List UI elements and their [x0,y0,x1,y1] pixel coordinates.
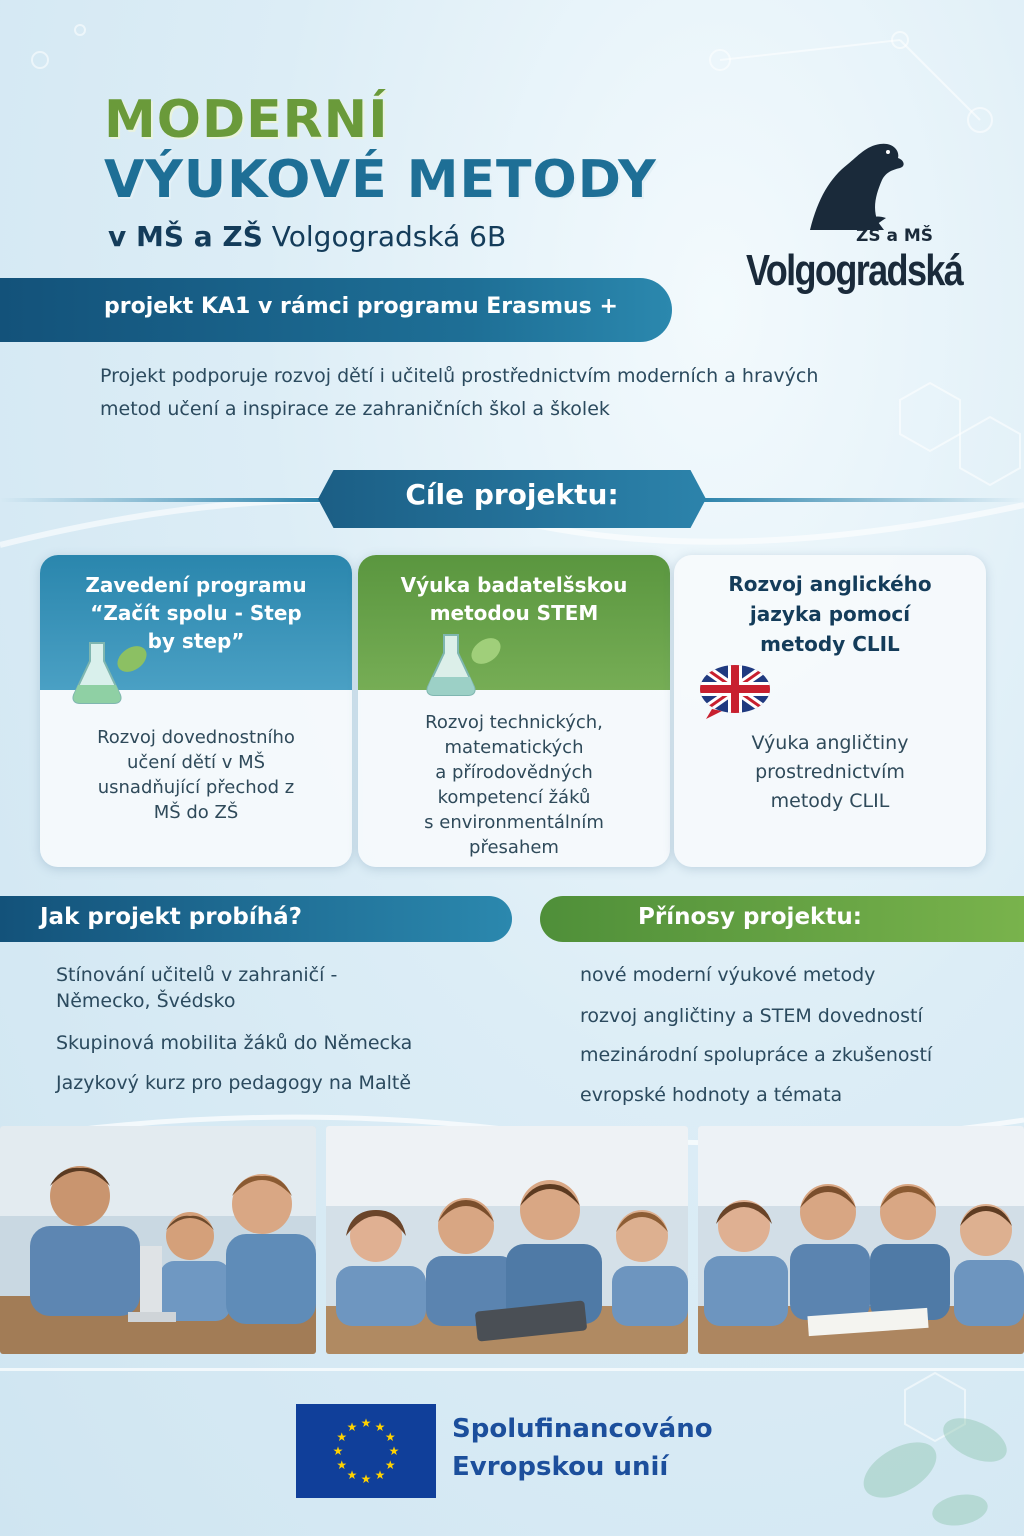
intro-text: Projekt podporuje rozvoj dětí i učitelů prostřednictvím moderních a hravých metod učení a inspirace ze zahraničních škol a školek [100,365,819,420]
uk-flag-icon [698,663,772,719]
goal-card-clil [674,555,986,867]
seal-icon [800,138,920,234]
eu-star: ★ [374,1468,386,1483]
card-body-line: učení dětí v MŠ [126,752,266,773]
card-body [372,710,656,860]
card-title-line: jazyka pomocí [749,602,911,626]
eu-star: ★ [346,1419,358,1434]
benefit-item: nové moderní výukové metody [580,964,876,986]
eu-star: ★ [388,1444,400,1458]
card-title-line: by step” [147,629,245,653]
card-title-line: Rozvoj anglického [728,572,932,596]
flask-leaf-icon [418,631,508,697]
eu-star: ★ [336,1430,348,1444]
benefit-item: evropské hodnoty a témata [580,1084,843,1106]
benefit-item: mezinárodní spolupráce a zkušeností [580,1044,933,1066]
eu-star: ★ [336,1458,348,1472]
card-body-line: a přírodovědných [435,762,593,783]
footer-divider [0,1368,1024,1371]
process-item-line: Skupinová mobilita žáků do Německa [56,1032,413,1054]
process-item-line: Stínování učitelů v zahraničí - [56,964,338,986]
card-body-line: Výuka angličtiny [751,732,909,754]
process-item [56,1070,496,1096]
logo-subtitle: ZŠ a MŠ [856,226,934,246]
benefit-item: rozvoj angličtiny a STEM dovedností [580,1005,923,1027]
card-title [684,569,976,659]
subtitle-bold: v MŠ a ZŠ [108,220,263,253]
card-title-line: metodou STEM [429,601,599,625]
flask-leaf-icon [64,639,154,705]
card-body-line: přesahem [469,837,559,858]
card-body-line: metody CLIL [770,790,890,812]
card-body-line: prostrednictvím [755,761,905,783]
eu-star: ★ [360,1472,372,1486]
eu-star: ★ [360,1416,372,1430]
subtitle [108,220,506,253]
goals-divider-left [0,498,322,502]
process-item [56,1030,496,1056]
card-body-line: MŠ do ZŠ [153,802,239,823]
card-title-line: “Začít spolu - Step [90,601,302,625]
eu-flag-icon [296,1404,436,1498]
photo-students-tablet [326,1126,688,1354]
process-item-line: Jazykový kurz pro pedagogy na Maltě [56,1072,412,1094]
card-body-line: s environmentálním [424,812,604,833]
logo-name: Volgogradská [746,246,963,295]
subtitle-rest: Volgogradská 6B [262,220,507,253]
card-body-line: kompetencí žáků [437,787,591,808]
eu-star: ★ [332,1444,344,1458]
benefits-heading: Přínosy projektu: [638,904,862,930]
card-body [54,725,338,825]
photo-students-reading [698,1126,1024,1354]
eu-star: ★ [384,1430,396,1444]
goal-card-stem [358,555,670,867]
erasmus-banner-text: projekt KA1 v rámci programu Erasmus + [104,294,618,319]
card-title-line: Zavedení programu [85,573,307,597]
eu-star: ★ [384,1458,396,1472]
card-body-line: Rozvoj dovednostního [97,727,295,748]
card-body-line: usnadňující přechod z [97,777,295,798]
process-item [56,962,496,1014]
card-title-line: metody CLIL [760,632,900,656]
card-body [688,729,972,816]
eu-text-line-2: Evropskou unií [452,1452,669,1482]
process-heading: Jak projekt probíhá? [40,904,302,930]
title-line-1: MODERNÍ [104,90,389,150]
card-title [368,571,660,627]
eu-text-line-1: Spolufinancováno [452,1414,713,1444]
process-item-line: Německo, Švédsko [56,990,236,1012]
goals-heading: Cíle projektu: [405,478,619,511]
eu-star: ★ [346,1468,358,1483]
eu-cofunding-text [452,1410,713,1486]
card-body-line: matematických [444,737,584,758]
goal-card-step-by-step [40,555,352,867]
card-title-line: Výuka badatelšskou [400,573,628,597]
title-line-2: VÝUKOVÉ METODY [104,150,657,210]
eu-star: ★ [374,1419,386,1434]
goals-divider-right [702,498,1024,502]
card-body-line: Rozvoj technických, [425,712,603,733]
photo-teacher-microscope [0,1126,316,1354]
